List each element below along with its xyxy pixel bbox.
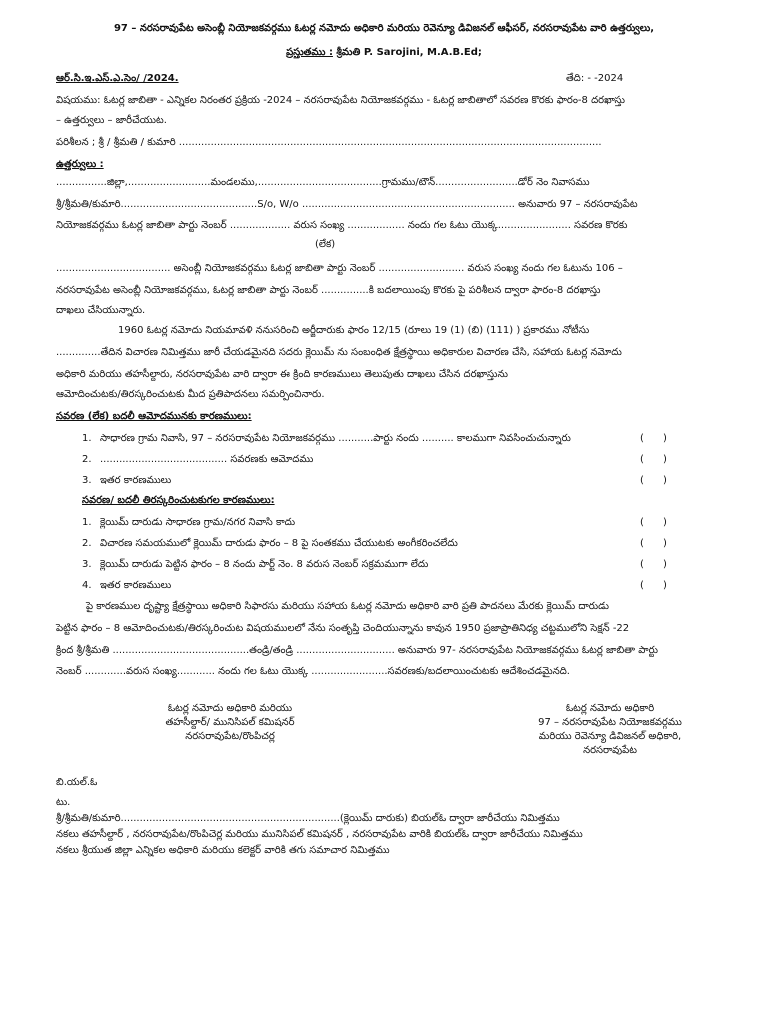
left-signature-line: ఓటర్ల నమోదు అధికారి మరియు xyxy=(167,703,293,714)
accept-item-text: ........................................ సవరణకు ఆమోదము xyxy=(100,454,314,465)
accept-item-text: సాధారణ గ్రామ నివాసి, 97 – నరసరావుపేట నియోజకవర్గము ...........పార్టు నందు .......... కాలముగా నివసించుచున్నారు xyxy=(100,433,571,444)
distribution-line: బి.యల్.ఓ xyxy=(56,777,98,788)
accept-item-checkbox[interactable]: ( ) xyxy=(640,454,667,465)
document-date: తేది: - -2024 xyxy=(566,73,624,84)
right-signature-line: నరసరావుపేట xyxy=(583,745,637,756)
left-signature-line: నరసరావుపేట/రొంపిచర్ల xyxy=(185,731,275,742)
reject-item-text: విచారణ సమయములో క్లెయిమ్ దారుడు ఫారం – 8 పై సంతకము చేయుటకు అంగీకరించలేదు xyxy=(100,538,458,549)
orders-heading: ఉత్తర్వులు : xyxy=(56,159,104,170)
reject-item-number: 1. xyxy=(82,517,92,528)
orders-line: శ్రీ/శ్రీమతి/కుమారి...........................................S/o, W/o ................................................................... అనువారు 97 – నరసరావుపేట xyxy=(56,199,638,210)
presence-label: ప్రస్తుతము : xyxy=(286,47,333,58)
decision-line: పెట్టిన ఫారం – 8 ఆమోదించుటకు/తిరస్కరించుట విషయములలో నేను సంతృప్తి చెందియున్నాను కావున 1950 ప్రజాప్రాతినిధ్య చట్టములోని సెక్షన్ -22 xyxy=(56,623,630,634)
orders-line-or: (లేక) xyxy=(315,239,336,250)
reject-item-text: క్లెయిమ్ దారుడు సాధారణ గ్రామ/నగర నివాసి కాదు xyxy=(100,517,296,528)
orders-line: 1960 ఓటర్ల నమోదు నియమావళి ననుసరించి అర్జీదారుకు ఫారం 12/15 (రూలు 19 (1) (బి) (111) ) ప్రకారము నోటీసు xyxy=(118,325,590,336)
decision-line: పై కారణముల దృష్ట్యా క్షేత్రస్థాయి అధికారి సిఫారసు మరియు సహాయ ఓటర్ల నమోదు అధికారి వారి ప్రతి పాదనలు మేరకు క్లెయిమ్ దారుడు xyxy=(86,601,609,612)
reference-number: ఆర్.సి.ఇ.ఎస్.ఎ.సెం/ /2024. xyxy=(56,73,179,84)
reject-item-text: క్లెయిమ్ దారుడు పెట్టిన ఫారం – 8 నందు పార్ట్ నెం. 8 వరుస నెంబర్ సక్రమముగా లేదు xyxy=(100,559,429,570)
reject-item-checkbox[interactable]: ( ) xyxy=(640,559,667,570)
orders-line: ఆమోదించుటకు/తిరస్కరించుటకు మీద ప్రతిపాదనలు సమర్పించినారు. xyxy=(56,389,325,400)
right-signature-line: మరియు రెవెన్యూ డివిజనల్ అధికారి, xyxy=(538,731,682,742)
accept-item-checkbox[interactable]: ( ) xyxy=(640,433,667,444)
accept-item-checkbox[interactable]: ( ) xyxy=(640,475,667,486)
right-signature-line: 97 – నరసరావుపేట నియోజకవర్గము xyxy=(538,717,682,728)
subject-line-1: విషయము: ఓటర్ల జాబితా - ఎన్నికల నిరంతర ప్రక్రియ -2024 – నరసరావుపేట నియోజకవర్గము - ఓటర్ల జాబితాలో సవరణ కొరకు ఫారం-8 దరఖాస్తు xyxy=(56,95,626,106)
accept-item-number: 3. xyxy=(82,475,92,486)
reject-item-number: 3. xyxy=(82,559,92,570)
orders-line: నరసరావుపేట అసెంబ్లీ నియోజకవర్గము, ఓటర్ల జాబితా పార్టు నెంబర్ ...............కి బదలాయింపు కొరకు పై పరిశీలన ద్వారా ఫారం-8 దరఖాస్తు xyxy=(56,285,601,296)
orders-line: దాఖలు చేసియున్నారు. xyxy=(56,305,146,316)
left-signature-line: తహసీల్దార్/ మునిసిపల్ కమిషనర్ xyxy=(165,717,295,728)
reject-reasons-heading: సవరణ/ బదలీ తిరస్కరించుటకుగల కారణములు: xyxy=(82,495,275,506)
right-signature-line: ఓటర్ల నమోదు అధికారి xyxy=(565,703,655,714)
reject-item-number: 2. xyxy=(82,538,92,549)
accept-item-text: ఇతర కారణములు xyxy=(100,475,172,486)
decision-line: క్రింద శ్రీ/శ్రీమతి ...........................................తండ్రి/తండ్రి ............................... అనువారు 97- నరసరావుపేట నియోజకవర్గము ఓటర్ల జాబితా పార్టు xyxy=(56,645,658,656)
presence-value: శ్రీమతి P. Sarojini, M.A.B.Ed; xyxy=(332,47,482,58)
reject-item-number: 4. xyxy=(82,580,92,591)
orders-line: అధికారి మరియు తహసీల్దారు, నరసరావుపేట వారి ద్వారా ఈ క్రింది కారణములు తెలుపుతు దాఖలు చేసిన దరఖాస్తును xyxy=(56,369,508,380)
accept-item-number: 2. xyxy=(82,454,92,465)
document-title: 97 – నరసరావుపేట అసెంబ్లీ నియోజకవర్గము ఓటర్ల నమోదు అధికారి మరియు రెవెన్యూ డివిజనల్ ఆఫీసర్, నరసరావుపేట వారి ఉత్తర్వులు, xyxy=(113,23,655,34)
accept-reasons-heading: సవరణ (లేక) బదలీ ఆమోదమునకు కారణములు: xyxy=(56,411,252,422)
distribution-line: నకలు తహసీల్దార్ , నరసరావుపేట/రొంపిచెర్ల మరియు మునిసిపల్ కమిషనర్ , నరసరావుపేట వారికి బియల్ఓ ద్వారా జారీచేయు నిమిత్తము xyxy=(56,829,583,840)
orders-line: ..............తేదిన విచారణ నిమిత్తము జారీ చేయడమైనది సదరు క్లెయిమ్ ను సంబంధిత క్షేత్రస్థాయి అధికారుల విచారణ చేసి, సహాయ ఓటర్ల నమోదు xyxy=(56,347,622,358)
reject-item-checkbox[interactable]: ( ) xyxy=(640,538,667,549)
left-signature-block xyxy=(100,702,360,744)
distribution-line: శ్రీ/శ్రీమతి/కుమారి.....................................................................(క్లెయిమ్ దారుకు) బియల్ఓ ద్వారా జారీచేయు నిమిత్తము xyxy=(56,813,560,824)
orders-line: .................................... అసెంబ్లీ నియోజకవర్గము ఓటర్ల జాబితా పార్టు నెంబర్ ........................... వరుస సంఖ్య నందు గల ఓటును 106 – xyxy=(56,263,623,274)
reject-item-text: ఇతర కారణములు xyxy=(100,580,172,591)
distribution-line: టు. xyxy=(56,797,71,808)
reference-line: పరిశీలన ; శ్రీ / శ్రీమతి / కుమారి ..................................................................................................................................... xyxy=(56,137,602,148)
accept-item-number: 1. xyxy=(82,433,92,444)
reject-item-checkbox[interactable]: ( ) xyxy=(640,580,667,591)
presence-line xyxy=(0,46,768,60)
orders-line: నియోజకవర్గము ఓటర్ల జాబితా పార్టు నెంబర్ ................... వరుస సంఖ్య .................. నందు గల ఓటు యొక్క....................... సవరణ కొరకు xyxy=(56,220,628,231)
right-signature-block xyxy=(480,702,740,758)
reject-item-checkbox[interactable]: ( ) xyxy=(640,517,667,528)
decision-line: నెంబర్ .............వరుస సంఖ్య............ నందు గల ఓటు యొక్క ........................సవరణకు/బదలాయించుటకు ఆదేశించడమైనది. xyxy=(56,666,570,677)
distribution-line: నకలు శ్రీయుత జిల్లా ఎన్నికల అధికారి మరియు కలెక్టర్ వారికి తగు సమాచార నిమిత్తము xyxy=(56,845,390,856)
orders-line: ................జిల్లా,..........................మండలము,.......................................గ్రామము/టౌన్..........................డోర్ నెం నివాసము xyxy=(56,177,590,188)
subject-line-2: – ఉత్తర్వులు – జారీచేయుట. xyxy=(56,115,167,126)
